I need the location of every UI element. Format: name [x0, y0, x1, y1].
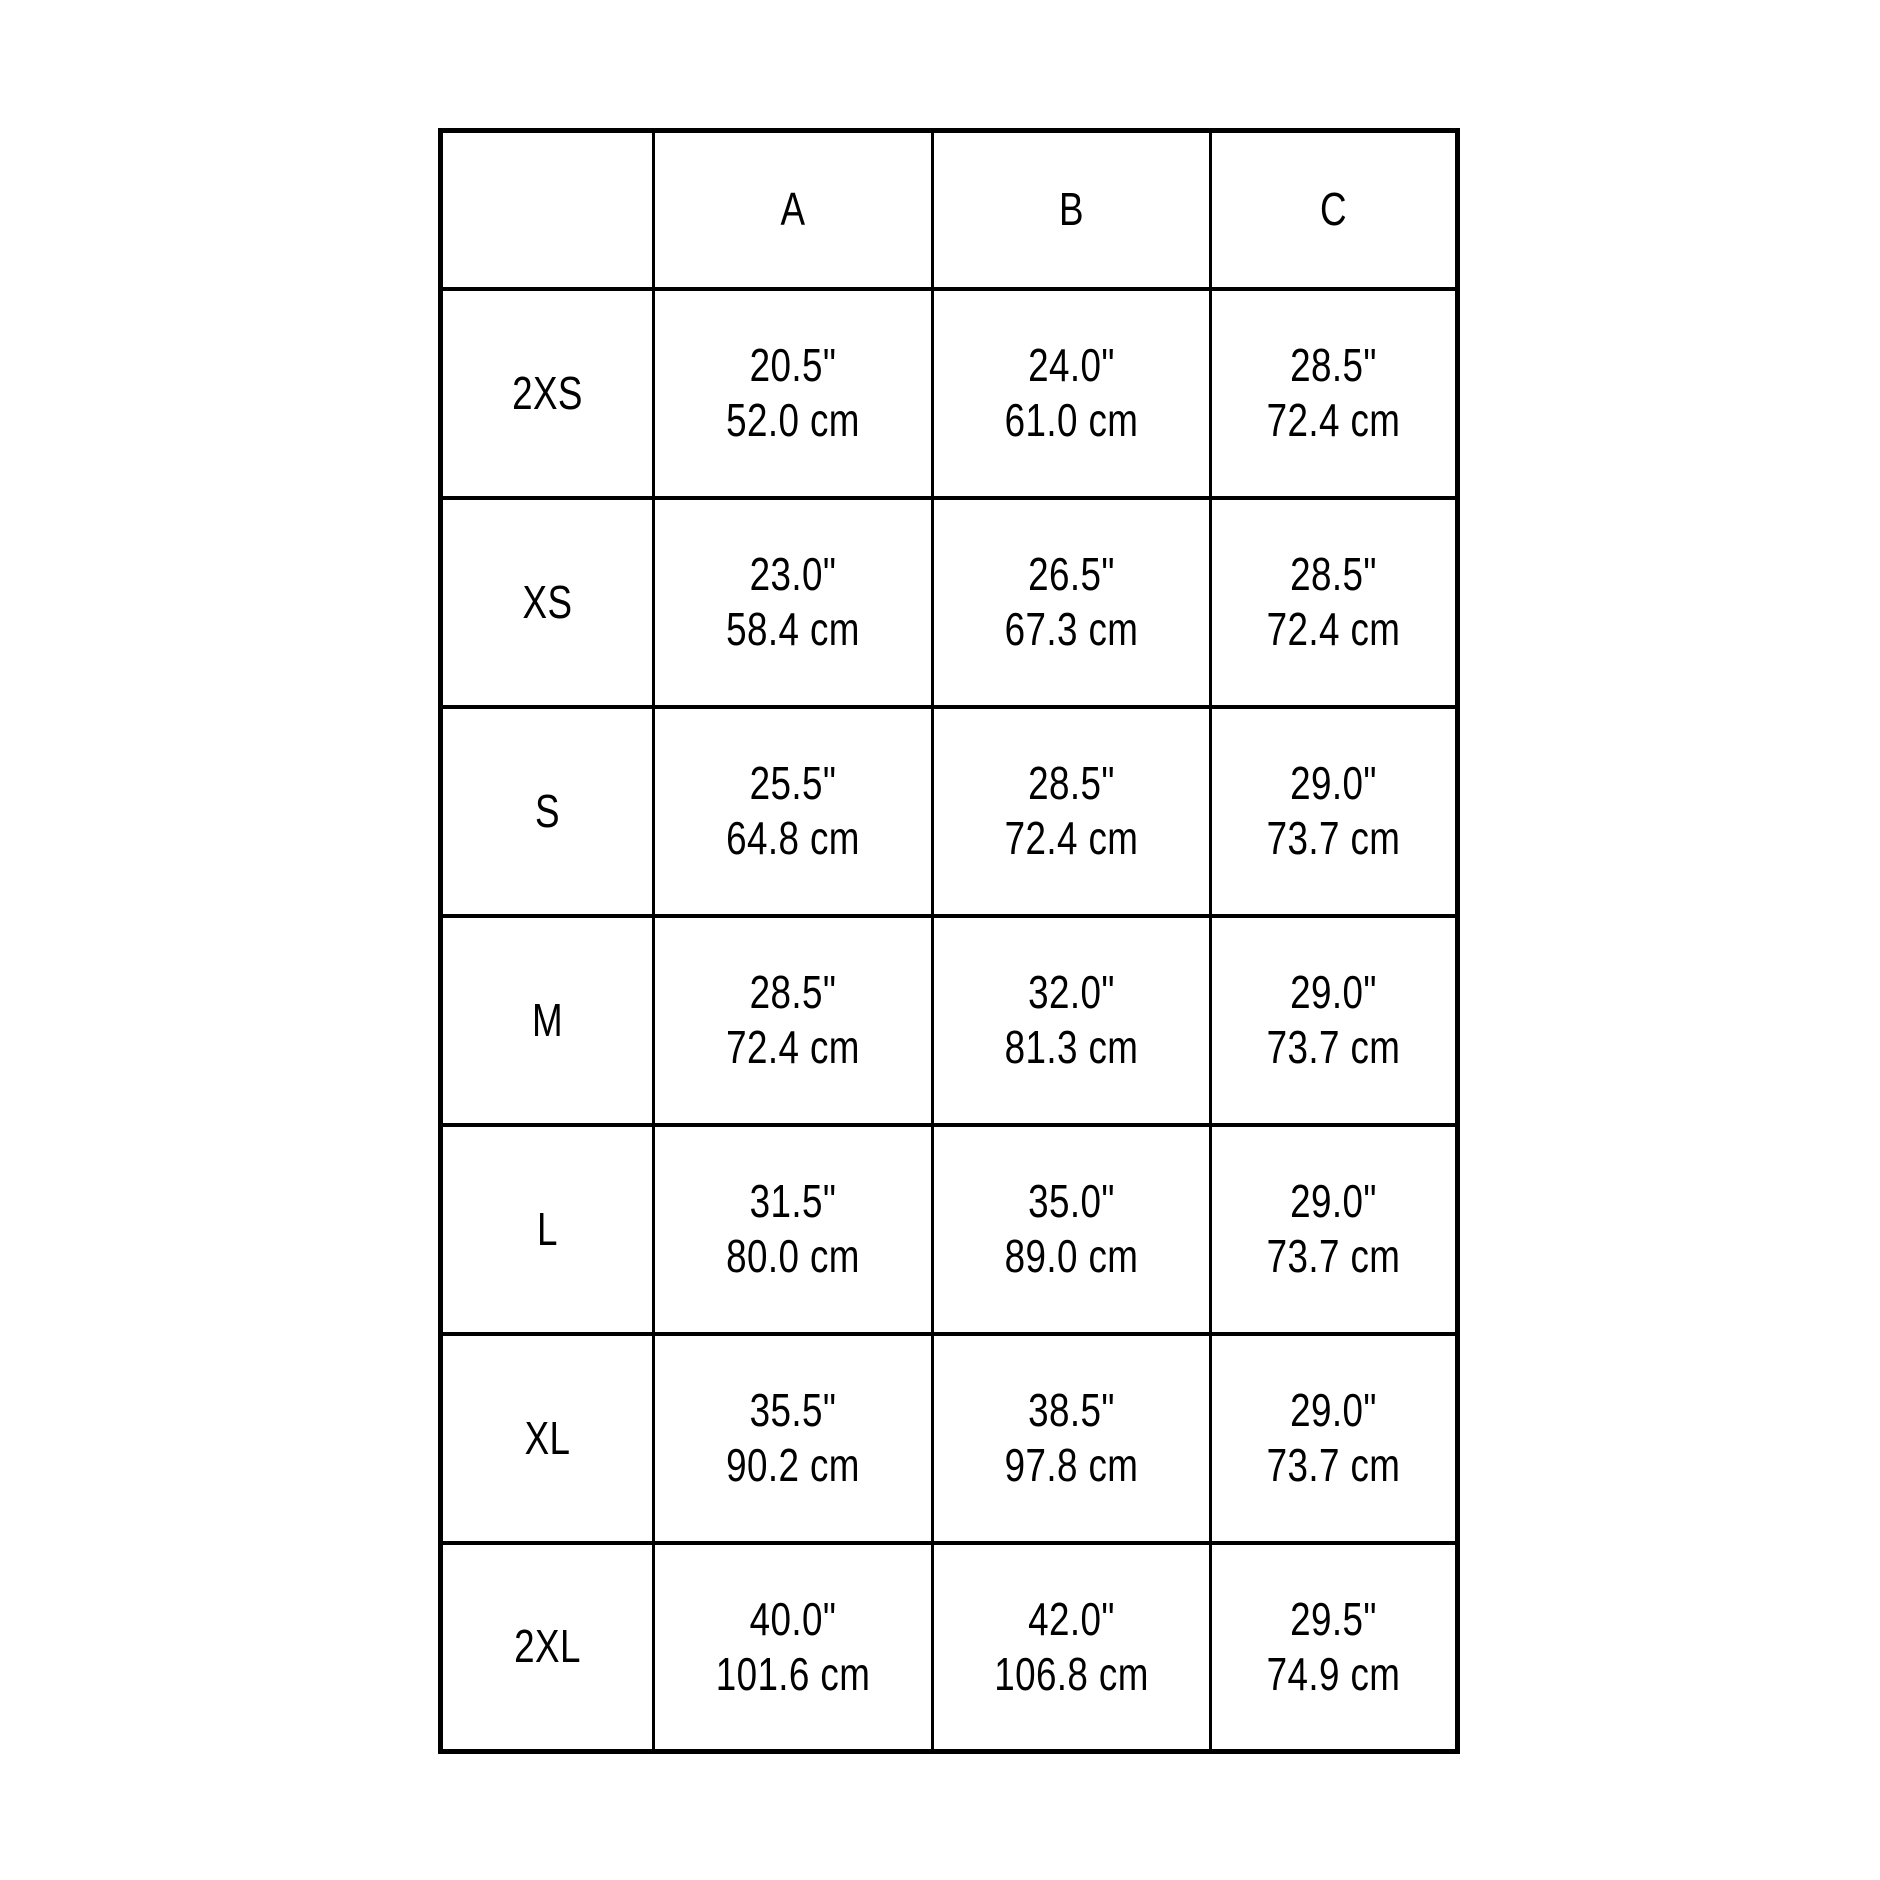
value-cm: 61.0 cm: [1004, 394, 1139, 446]
value-inches: 35.5": [749, 1384, 837, 1436]
value-cm: 73.7 cm: [1266, 1439, 1401, 1491]
size-label-text: 2XL: [514, 1620, 581, 1673]
size-label-text: S: [535, 784, 560, 837]
column-header-c-label: C: [1320, 183, 1347, 236]
value-cm: 72.4 cm: [1266, 603, 1401, 655]
column-header-b-label: B: [1059, 183, 1084, 236]
column-header-c: [1211, 131, 1458, 289]
value-inches: 28.5": [1290, 339, 1377, 391]
measurement-cell-a: [654, 707, 933, 916]
value-inches: 35.0": [1028, 1175, 1115, 1227]
column-header-a-label: A: [780, 183, 806, 236]
measurement-cell-a: [654, 498, 933, 707]
measurement-cell-a: [654, 916, 933, 1125]
value-cm: 72.4 cm: [1004, 812, 1139, 864]
measurement-cell-a: [654, 1543, 933, 1752]
value-inches: 23.0": [749, 548, 837, 600]
size-label: [441, 498, 654, 707]
value-inches: 26.5": [1028, 548, 1115, 600]
table-row-xs: [441, 498, 1458, 707]
measurement-cell-c: [1211, 1125, 1458, 1334]
size-label: [441, 707, 654, 916]
value-inches: 31.5": [749, 1175, 837, 1227]
value-inches: 40.0": [749, 1592, 837, 1645]
size-label-text: M: [531, 993, 564, 1046]
value-inches: 38.5": [1028, 1384, 1115, 1436]
value-inches: 29.0": [1290, 757, 1377, 809]
measurement-cell-b: [933, 1543, 1211, 1752]
value-cm: 64.8 cm: [726, 812, 860, 864]
size-label-text: L: [537, 1202, 558, 1255]
measurement-cell-b: [933, 498, 1211, 707]
value-cm: 81.3 cm: [1004, 1021, 1139, 1073]
measurement-cell-b: [933, 1125, 1211, 1334]
value-cm: 58.4 cm: [726, 603, 860, 655]
value-inches: 28.5": [1290, 548, 1377, 600]
corner-cell: [441, 131, 654, 289]
measurement-cell-c: [1211, 1543, 1458, 1752]
size-label: [441, 916, 654, 1125]
value-cm: 67.3 cm: [1004, 603, 1139, 655]
measurement-cell-b: [933, 707, 1211, 916]
value-cm: 97.8 cm: [1004, 1439, 1139, 1491]
value-cm: 72.4 cm: [1266, 394, 1401, 446]
size-label-text: 2XS: [512, 366, 583, 419]
value-cm: 80.0 cm: [726, 1230, 860, 1282]
measurement-cell-b: [933, 1334, 1211, 1543]
size-label-text: XL: [524, 1411, 571, 1464]
size-chart-table: [438, 128, 1460, 1754]
value-cm: 73.7 cm: [1266, 812, 1401, 864]
value-inches: 42.0": [1028, 1592, 1115, 1645]
value-inches: 32.0": [1028, 966, 1115, 1018]
table-row-xl: [441, 1334, 1458, 1543]
table-row-2xs: [441, 289, 1458, 498]
measurement-cell-c: [1211, 916, 1458, 1125]
size-label: [441, 289, 654, 498]
value-cm: 52.0 cm: [726, 394, 860, 446]
value-inches: 28.5": [749, 966, 837, 1018]
value-cm: 89.0 cm: [1004, 1230, 1139, 1282]
header-row: [441, 131, 1458, 289]
value-inches: 24.0": [1028, 339, 1115, 391]
value-cm: 106.8 cm: [994, 1647, 1149, 1700]
value-inches: 25.5": [749, 757, 837, 809]
table-row-m: [441, 916, 1458, 1125]
value-cm: 73.7 cm: [1266, 1230, 1401, 1282]
measurement-cell-c: [1211, 498, 1458, 707]
value-inches: 29.5": [1290, 1592, 1377, 1645]
measurement-cell-b: [933, 289, 1211, 498]
value-cm: 72.4 cm: [726, 1021, 860, 1073]
measurement-cell-c: [1211, 289, 1458, 498]
value-inches: 29.0": [1290, 1175, 1377, 1227]
value-inches: 29.0": [1290, 966, 1377, 1018]
value-inches: 29.0": [1290, 1384, 1377, 1436]
size-label: [441, 1334, 654, 1543]
column-header-b: [933, 131, 1211, 289]
column-header-a: [654, 131, 933, 289]
value-inches: 28.5": [1028, 757, 1115, 809]
value-cm: 101.6 cm: [715, 1647, 871, 1700]
table-row-2xl: [441, 1543, 1458, 1752]
measurement-cell-c: [1211, 1334, 1458, 1543]
measurement-cell-a: [654, 289, 933, 498]
measurement-cell-c: [1211, 707, 1458, 916]
value-cm: 90.2 cm: [726, 1439, 860, 1491]
value-cm: 74.9 cm: [1266, 1647, 1401, 1700]
size-label: [441, 1125, 654, 1334]
measurement-cell-a: [654, 1334, 933, 1543]
measurement-cell-b: [933, 916, 1211, 1125]
value-inches: 20.5": [749, 339, 837, 391]
table-row-s: [441, 707, 1458, 916]
size-label-text: XS: [522, 575, 573, 628]
value-cm: 73.7 cm: [1266, 1021, 1401, 1073]
table-row-l: [441, 1125, 1458, 1334]
measurement-cell-a: [654, 1125, 933, 1334]
size-label: [441, 1543, 654, 1752]
